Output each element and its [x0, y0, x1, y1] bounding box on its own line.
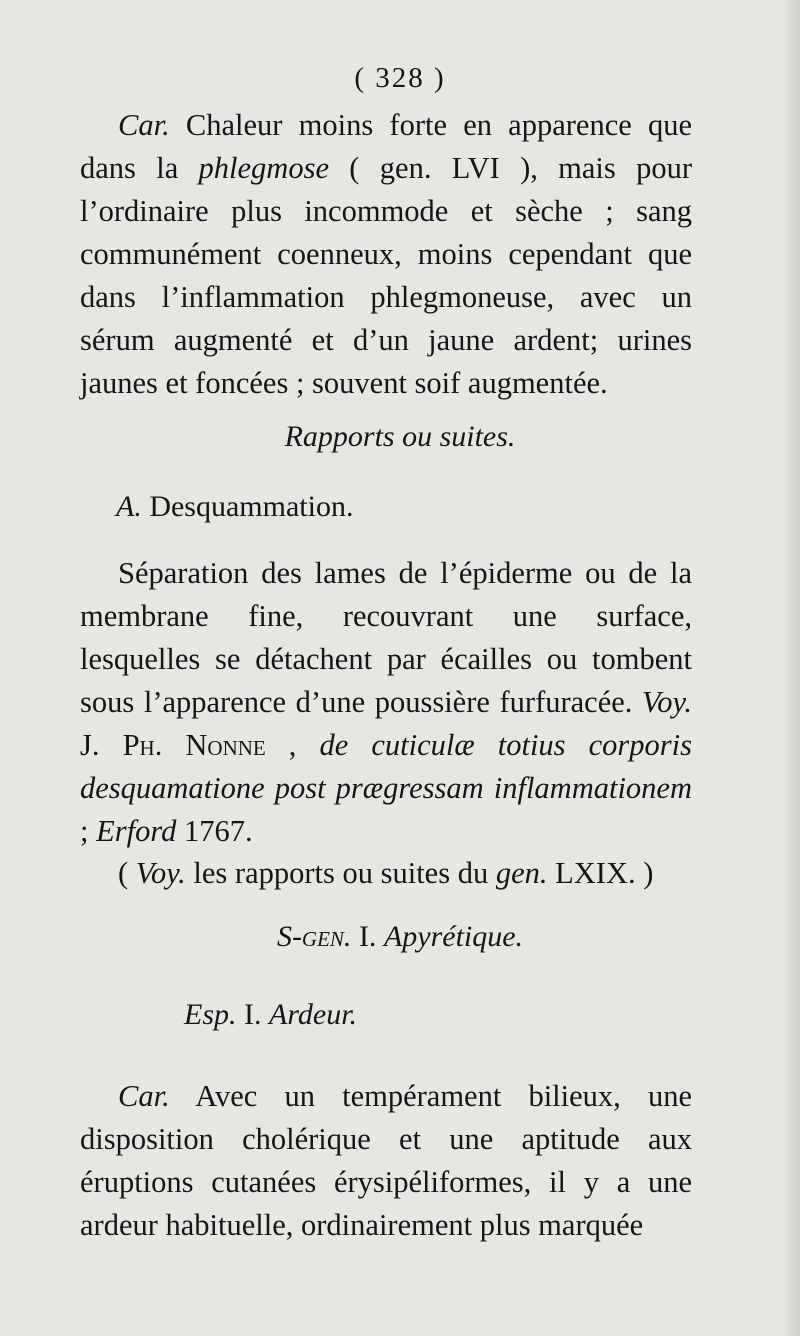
page-number: ( 328 )	[354, 62, 446, 94]
place-name: Erford	[96, 814, 177, 848]
sgen-label: S-gen.	[276, 920, 352, 953]
esp-number: I.	[236, 998, 269, 1031]
open-paren: (	[118, 856, 136, 890]
paragraph-ardeur	[80, 1075, 692, 1247]
author-name: Ph. Nonne	[122, 728, 266, 762]
gen-abbrev: gen.	[495, 856, 548, 890]
publication-year: 1767.	[176, 814, 253, 848]
para4-text: Avec un tempérament bilieux, une disposition cholérique et une aptitude aux éruptions cutanées érysipéliformes, il y a une ardeur habituelle, ordinairement plus marquée	[80, 1079, 692, 1242]
sgen-name: Apyrétique.	[383, 920, 524, 953]
sgen-number: I.	[351, 920, 384, 953]
paragraph-desquammation	[80, 552, 692, 853]
para2-text: Séparation des lames de l’épiderme ou de la membrane fine, recouvrant une surface, lesquelles se détachent par écailles ou tombent sous l’apparence d’une poussière furfuracée.	[80, 556, 692, 719]
item-desquammation	[116, 490, 353, 524]
subgenus-heading	[0, 920, 800, 954]
esp-name: Ardeur.	[269, 998, 358, 1031]
item-letter: A.	[116, 490, 142, 523]
esp-label: Esp.	[184, 998, 237, 1031]
page-gutter-shadow	[782, 0, 800, 1336]
rapports-heading: Rapports ou suites.	[284, 420, 516, 453]
author-prefix: J.	[80, 728, 123, 762]
car-label: Car.	[118, 108, 170, 142]
phlegmose-term: phlegmose	[198, 151, 329, 185]
voy-ref: Voy.	[642, 685, 692, 719]
para1-text-2: ( gen. LVI ), mais pour l’ordinaire plus incommode et sèche ; sang communément coenneux, moins cependant que dans l’inflammation phlegmoneuse, avec un sérum augmenté et d’un jaune ardent; urines jaunes et foncées ; souvent soif augmentée.	[80, 151, 692, 400]
author-comma: ,	[265, 728, 320, 762]
para3-text-2: LXIX. )	[547, 856, 654, 890]
para3-text-1: les rapports ou suites du	[185, 856, 496, 890]
work-title: de cuticulæ totius corporis desquamatione post prægressam inflammationem	[80, 728, 692, 805]
voy-ref-2: Voy.	[135, 856, 186, 890]
paragraph-characteristics	[80, 104, 692, 405]
para1-text-1: Chaleur moins forte en apparence que dans la	[80, 108, 692, 185]
car-label-2: Car.	[118, 1079, 170, 1113]
place-separator: ;	[80, 814, 97, 848]
species-heading	[184, 998, 357, 1032]
item-label: Desquammation.	[141, 490, 354, 523]
paragraph-cross-reference	[80, 852, 692, 895]
